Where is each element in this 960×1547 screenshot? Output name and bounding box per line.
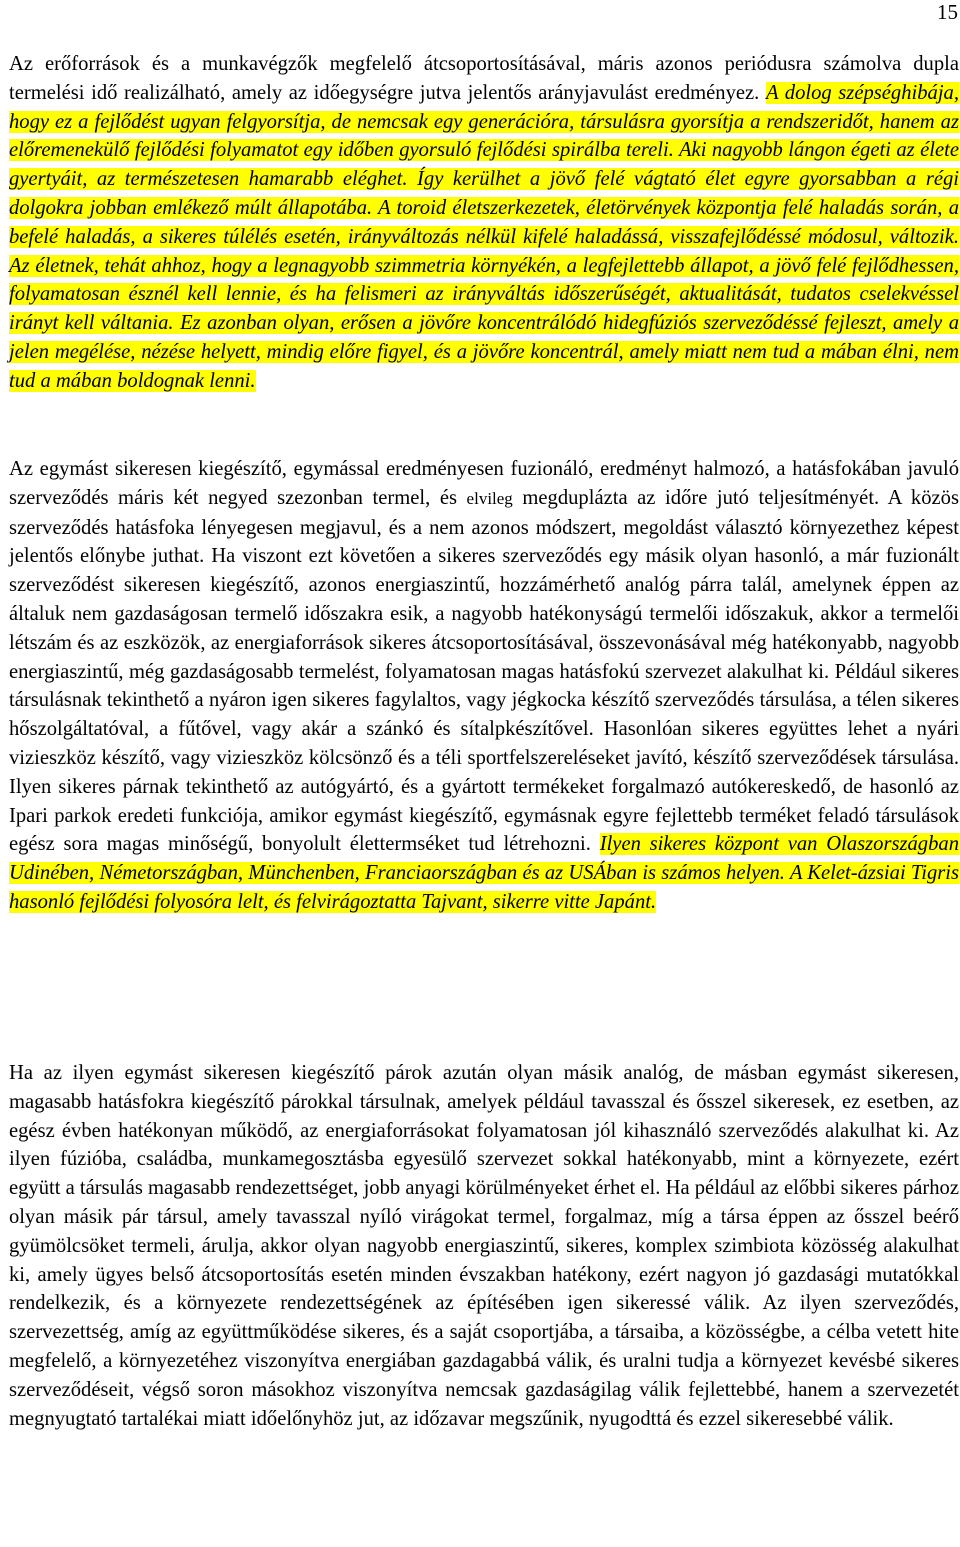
paragraph-3	[9, 1059, 959, 1433]
paragraph-2	[9, 455, 959, 917]
paragraph-2-small-word: elvileg	[466, 488, 513, 508]
paragraph-1-text: Az erőforrások és a munkavégzők megfelelő átcsoportosításával, máris azonos periódusra számolva dupla termelési idő realizálható, amely az időegységre jutva jelentős arányjavulást eredményez.	[9, 53, 959, 104]
paragraph-2-text-b: megduplázta az időre jutó teljesítményét. A közös szerveződés hatásfoka lényegesen megjavul, és a nem azonos módszert, megoldást választó környezethez képest jelentős előnybe juthat. Ha viszont ezt követően a sikeres szerveződés egy másik olyan hasonló, a már fuzionált szerveződést sikeresen kiegészítő, azonos energiaszintű, hozzámérhető analóg párra talál, amelynek éppen az általuk nem gazdaságosan termelő időszakra esik, a nagyobb hatékonyságú termelői időszakuk, akkor a termelői létszám és az eszközök, az energiaforrások sikeres átcsoportosításával, összevonásával még hatékonyabb, nagyobb energiaszintű, még gazdaságosabb termelést, folyamatosan magas hatásfokú szervezet alakulhat ki. Például sikeres társulásnak tekinthető a nyáron igen sikeres fagylaltos, vagy jégkocka készítő szerveződés társulása, a télen sikeres hőszolgáltatóval, a fűtővel, vagy akár a szánkó és sítalpkészítővel. Hasonlóan sikeres együttes lehet a nyári vizieszköz készítő, vagy vizieszköz kölcsönző és a téli sportfelszereléseket javító, készítő szerveződések társulása. Ilyen sikeres párnak tekinthető az autógyártó, és a gyártott termékeket forgalmazó autókereskedő, de hasonló az Ipari parkok eredeti funkciója, amikor egymást kiegészítő, egymásnak egyre fejlettebb terméket feladó társulások egész sora magas minőségű, bonyolult élettermséket tud létrehozni.	[9, 486, 959, 856]
paragraph-3-text: Ha az ilyen egymást sikeresen kiegészítő párok azután olyan másik analóg, de másban egymást sikeresen, magasabb hatásfokra kiegészítő párokkal társulnak, amelyek például tavasszal és ősszel sikeresek, ez esetben, az egész évben hatékonyan működő, az energiaforrásokat folyamatosan jól kihasználó szerveződés alakulhat ki. Az ilyen fúzióba, családba, munkamegosztásba egyesülő szervezet sokkal hatékonyabb, mint a környezete, ezért együtt a társulás magasabb rendezettséget, jobb anyagi körülményeket érhet el. Ha például az előbbi sikeres párhoz olyan másik pár társul, amely tavasszal nyíló virágokat termel, forgalmaz, míg a társa éppen az ősszel beérő gyümölcsöket termeli, árulja, akkor olyan nagyobb energiaszintű, sikeres, komplex szimbiota közösség alakulhat ki, amely ügyes belső átcsoportosítás esetén minden évszakban hatékony, ezért nagyon jó gazdasági mutatókkal rendelkezik, és a környezete rendezettségének az építésében igen sikeressé válik. Az ilyen szerveződés, szervezettség, amíg az együttműködése sikeres, és a saját csoportjába, a társaiba, a közösségbe, a célba vetett hite megfelelő, a környezetéhez viszonyítva energiában gazdagabbá válik, és uralni tudja a környezet kevésbé sikeres szerveződéseit, végső soron másokhoz viszonyítva nemcsak gazdaságilag válik fejlettebbé, hanem a szervezetét megnyugtató tartalékai miatt időelőnyhöz jut, az időzavar megszűnik, nyugodttá és ezzel sikeresebbé válik.	[9, 1062, 959, 1430]
page-number: 15	[937, 0, 958, 24]
paragraph-1	[9, 50, 959, 396]
paragraph-2-highlight: Ilyen sikeres központ van Olaszországban Udinében, Németországban, Münchenben, Franciaországban és az USÁban is számos helyen. A Kelet-ázsiai Tigris hasonló fejlődési folyosóra lelt, és felvirágoztatta Tajvant, sikerre vitte Japánt.	[9, 833, 959, 913]
paragraph-1-highlight: A dolog szépséghibája, hogy ez a fejlődést ugyan felgyorsítja, de nemcsak egy generációra, társulásra gyorsítja a rendszeridőt, hanem az előremenekülő fejlődési folyamatot egy időben gyorsuló fejlődési spirálba tereli. Aki nagyobb lángon égeti az élete gyertyáit, az természetesen hamarabb eléghet. Így kerülhet a jövő felé vágtató élet egyre gyorsabban a régi dolgokra jobban emlékező múlt állapotába. A toroid életszerkezetek, életörvények központja felé haladás során, a befelé haladás, a sikeres túlélés esetén, irányváltozás nélkül kifelé haladássá, visszafejlődéssé módosul, változik. Az életnek, tehát ahhoz, hogy a legnagyobb szimmetria környékén, a legfejlettebb állapot, a jövő felé fejlődhessen, folyamatosan észnél kell lennie, és ha felismeri az irányváltás időszerűségét, aktualitását, tudatos cselekvéssel irányt kell váltania. Ez azonban olyan, erősen a jövőre koncentrálódó hidegfúziós szerveződéssé fejleszt, amely a jelen megélése, nézése helyett, mindig előre figyel, és a jövőre koncentrál, amely miatt nem tud a mában élni, nem tud a mában boldognak lenni.	[9, 81, 959, 392]
paragraph-2-text-a: Az egymást sikeresen kiegészítő, egymással eredményesen fuzionáló, eredményt halmozó, a hatásfokában javuló szerveződés máris két negyed szezonban termel, és	[9, 458, 959, 509]
